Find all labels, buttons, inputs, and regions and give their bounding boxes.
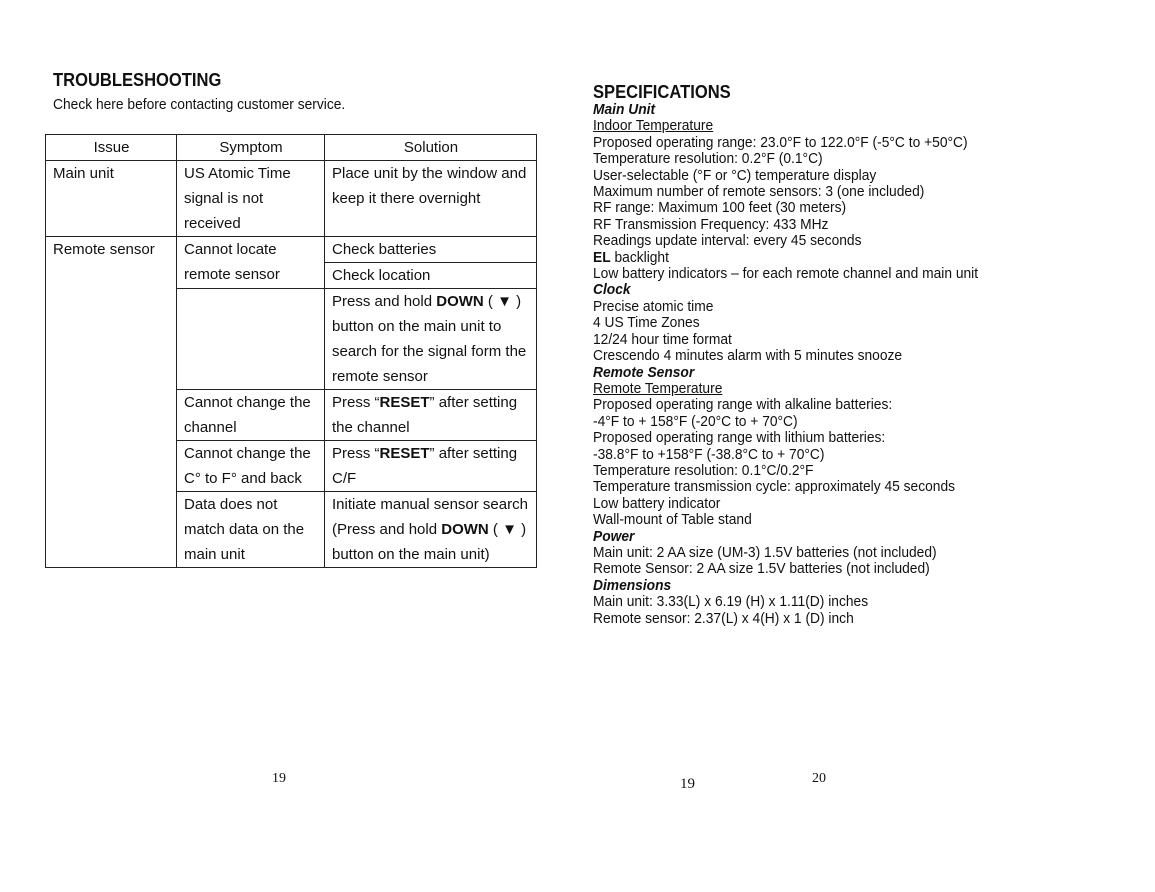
indoor-temperature-heading: Indoor Temperature xyxy=(593,117,714,135)
cell-symptom-empty xyxy=(177,289,325,390)
table-row xyxy=(46,237,537,263)
spec-line: Proposed operating range with lithium batteries: xyxy=(593,429,886,447)
spec-line: Remote sensor: 2.37(L) x 4(H) x 1 (D) inch xyxy=(593,609,854,627)
spec-line: Temperature transmission cycle: approximately 45 seconds xyxy=(593,478,956,496)
spec-line-backlight xyxy=(593,250,978,266)
power-heading: Power xyxy=(593,527,635,545)
spec-line: Readings update interval: every 45 seconds xyxy=(593,232,862,250)
spec-line: Proposed operating range: 23.0°F to 122.0°F (-5°C to +50°C) xyxy=(593,133,968,151)
spec-line: Main unit: 2 AA size (UM-3) 1.5V batteries (not included) xyxy=(593,543,937,561)
specifications-section xyxy=(593,82,978,627)
button-name-reset: RESET xyxy=(379,445,430,462)
text-fragment: ( ▼ ) button on the main unit to search for the signal form the remote sensor xyxy=(332,293,527,385)
remote-temperature-heading: Remote Temperature xyxy=(593,379,723,397)
spec-line: Maximum number of remote sensors: 3 (one included) xyxy=(593,183,925,201)
table-row xyxy=(46,161,537,237)
troubleshooting-heading: TROUBLESHOOTING xyxy=(53,70,222,90)
cell-symptom: Data does not match data on the main unit xyxy=(177,492,325,568)
text-fragment: Press and hold xyxy=(332,293,437,310)
text-fragment: Initiate manual sensor search (Press and hold xyxy=(332,496,528,538)
spec-line: -38.8°F to +158°F (-38.8°C to + 70°C) xyxy=(593,445,825,463)
text-fragment: Press “ xyxy=(332,394,380,411)
cell-solution xyxy=(325,390,537,441)
spec-line: RF Transmission Frequency: 433 MHz xyxy=(593,215,829,233)
cell-solution: Place unit by the window and keep it there overnight xyxy=(325,161,537,237)
table-header-row xyxy=(46,135,537,161)
cell-solution xyxy=(325,441,537,492)
text-fragment: ( ▼ ) button on the main unit) xyxy=(332,521,527,563)
spec-line: RF range: Maximum 100 feet (30 meters) xyxy=(593,199,847,217)
spec-line: Remote Sensor: 2 AA size 1.5V batteries (not included) xyxy=(593,560,930,578)
text-fragment: backlight xyxy=(610,248,669,266)
button-name-down: DOWN xyxy=(441,521,489,538)
spec-line: Low battery indicators – for each remote channel and main unit xyxy=(593,265,979,283)
cell-symptom: Cannot change the C° to F° and back xyxy=(177,441,325,492)
page-number-left: 19 xyxy=(272,771,286,786)
cell-solution xyxy=(325,289,537,390)
page-number-middle: 19 xyxy=(680,776,695,792)
header-solution: Solution xyxy=(325,135,537,161)
cell-solution xyxy=(325,492,537,568)
spec-line: Crescendo 4 minutes alarm with 5 minutes snooze xyxy=(593,347,903,365)
dimensions-heading: Dimensions xyxy=(593,576,672,594)
spec-line: User-selectable (°F or °C) temperature display xyxy=(593,166,877,184)
button-name-reset: RESET xyxy=(379,394,430,411)
remote-sensor-heading: Remote Sensor xyxy=(593,363,695,381)
specifications-heading: SPECIFICATIONS xyxy=(593,82,731,102)
troubleshooting-intro: Check here before contacting customer service. xyxy=(53,96,346,113)
spec-line: Precise atomic time xyxy=(593,297,714,315)
spec-line: -4°F to + 158°F (-20°C to + 70°C) xyxy=(593,412,798,430)
spec-line: 12/24 hour time format xyxy=(593,330,732,348)
spec-line: Low battery indicator xyxy=(593,494,721,512)
cell-solution: Check batteries xyxy=(325,237,537,263)
cell-symptom: Cannot locate remote sensor xyxy=(177,237,325,289)
clock-heading: Clock xyxy=(593,281,631,299)
spec-line: Wall-mount of Table stand xyxy=(593,511,752,529)
text-fragment: ” after setting the channel xyxy=(332,394,518,436)
text-fragment: EL xyxy=(593,248,611,266)
spec-line: Proposed operating range with alkaline batteries: xyxy=(593,396,893,414)
cell-symptom: Cannot change the channel xyxy=(177,390,325,441)
spec-line: Temperature resolution: 0.1°C/0.2°F xyxy=(593,461,814,479)
spec-line: Temperature resolution: 0.2°F (0.1°C) xyxy=(593,150,823,168)
cell-solution: Check location xyxy=(325,263,537,289)
spec-line: 4 US Time Zones xyxy=(593,314,700,332)
cell-issue-main-unit: Main unit xyxy=(46,161,177,237)
header-issue: Issue xyxy=(46,135,177,161)
troubleshooting-table xyxy=(45,134,537,568)
text-fragment: Press “ xyxy=(332,445,380,462)
cell-symptom: US Atomic Time signal is not received xyxy=(177,161,325,237)
page-number-right: 20 xyxy=(812,771,826,786)
text-fragment: ” after setting C/F xyxy=(332,445,518,487)
cell-issue-remote-sensor: Remote sensor xyxy=(46,237,177,568)
button-name-down: DOWN xyxy=(436,293,484,310)
spec-line: Main unit: 3.33(L) x 6.19 (H) x 1.11(D) inches xyxy=(593,593,869,611)
main-unit-heading: Main Unit xyxy=(593,101,656,118)
header-symptom: Symptom xyxy=(177,135,325,161)
